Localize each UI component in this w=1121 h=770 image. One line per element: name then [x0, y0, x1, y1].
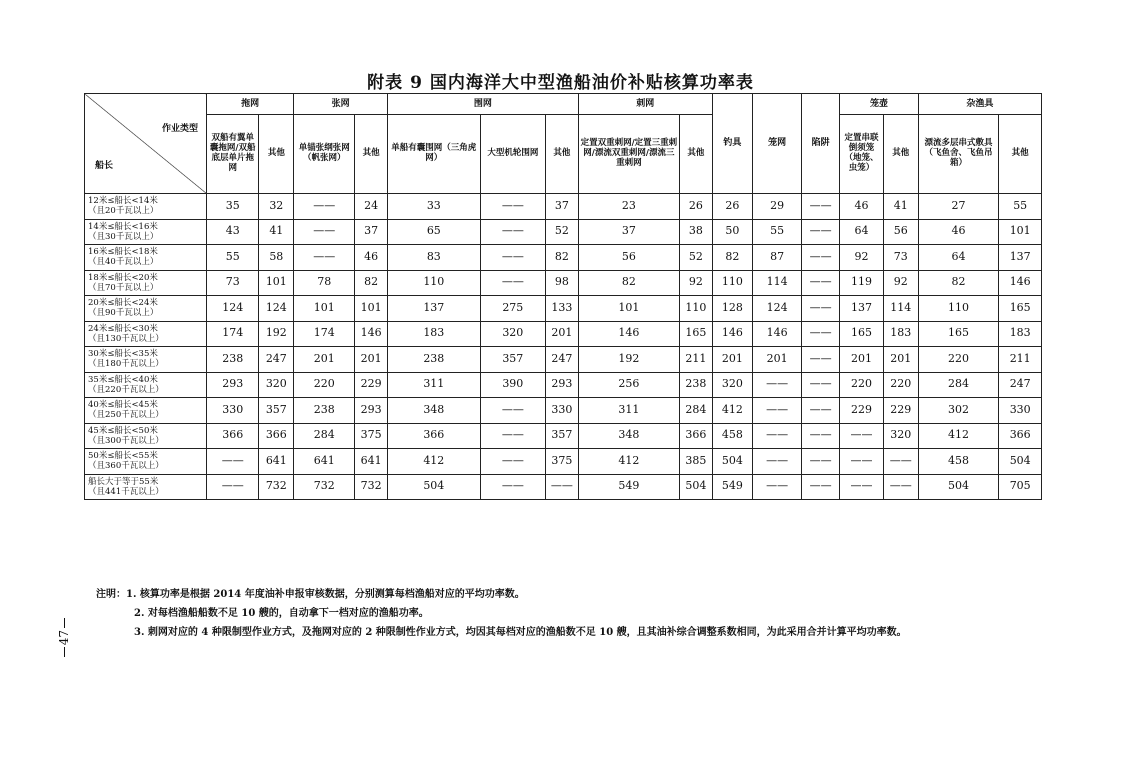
table-cell: 293	[546, 372, 579, 398]
row-label-length: 船长大于等于55米	[88, 476, 159, 487]
sub-header-zhang-a: 单锚张纲张网（帆张网）	[294, 115, 355, 194]
row-label-power: （且441千瓦以上）	[88, 486, 164, 497]
table-cell: 82	[712, 245, 752, 271]
row-label-length: 12米≤船长<14米	[88, 196, 158, 207]
table-cell: ——	[802, 321, 840, 347]
sub-header-ci-b: 其他	[680, 115, 713, 194]
table-cell: 302	[918, 398, 999, 424]
table-cell: ——	[883, 474, 918, 500]
table-cell: 46	[840, 194, 884, 220]
row-label-power: （且70千瓦以上）	[88, 282, 159, 293]
table-cell: ——	[753, 423, 802, 449]
table-cell: 390	[480, 372, 545, 398]
table-cell: 366	[680, 423, 713, 449]
table-cell: 114	[753, 270, 802, 296]
table-cell: 311	[388, 372, 481, 398]
table-cell: 229	[840, 398, 884, 424]
table-cell: 26	[680, 194, 713, 220]
group-header-zhangwang: 张网	[294, 94, 388, 115]
table-cell: 73	[207, 270, 259, 296]
table-cell: ——	[753, 449, 802, 475]
table-cell: 165	[680, 321, 713, 347]
table-cell: ——	[802, 474, 840, 500]
sub-header-tuo-b: 其他	[259, 115, 294, 194]
row-label-length: 50米≤船长<55米	[88, 451, 158, 462]
table-cell: 82	[578, 270, 679, 296]
table-cell: 165	[999, 296, 1042, 322]
table-cell: 412	[918, 423, 999, 449]
table-cell: 732	[355, 474, 388, 500]
table-cell: 29	[753, 194, 802, 220]
table-cell: 320	[712, 372, 752, 398]
page-number	[52, 618, 76, 666]
table-cell: 220	[294, 372, 355, 398]
row-label-power: （且220千瓦以上）	[88, 384, 164, 395]
header-group-row	[85, 94, 1042, 115]
table-cell: 641	[259, 449, 294, 475]
table-cell: 55	[753, 219, 802, 245]
table-cell: 101	[259, 270, 294, 296]
note-3: 3. 刺网对应的 4 种限制型作业方式，及拖网对应的 2 种限制性作业方式，均因其每档对应的渔船数不足 10 艘，且其油补综合调整系数相同，为此采用合并计算平均功率数。	[134, 627, 907, 638]
table-row	[85, 296, 1042, 322]
table-cell: 549	[578, 474, 679, 500]
table-cell: 23	[578, 194, 679, 220]
table-cell: 732	[259, 474, 294, 500]
table-row	[85, 270, 1042, 296]
table-cell: ——	[207, 449, 259, 475]
table-cell: 110	[918, 296, 999, 322]
group-header-zayuju: 杂渔具	[918, 94, 1041, 115]
table-cell: 504	[680, 474, 713, 500]
table-cell: ——	[840, 474, 884, 500]
table-cell: 211	[999, 347, 1042, 373]
table-cell: 320	[883, 423, 918, 449]
sub-header-zhang-b: 其他	[355, 115, 388, 194]
table-cell: 165	[840, 321, 884, 347]
table-cell: 92	[840, 245, 884, 271]
sub-header-za-b: 其他	[999, 115, 1042, 194]
table-row	[85, 347, 1042, 373]
table-cell: 55	[999, 194, 1042, 220]
sub-header-wei-a: 单船有囊围网（三角虎网）	[388, 115, 481, 194]
table-cell: ——	[480, 245, 545, 271]
table-cell: 33	[388, 194, 481, 220]
table-cell: ——	[802, 296, 840, 322]
note-2: 2. 对每档渔船船数不足 10 艘的，自动拿下一档对应的渔船功率。	[134, 608, 429, 619]
table-cell: 128	[712, 296, 752, 322]
table-cell: 284	[294, 423, 355, 449]
table-cell: ——	[802, 398, 840, 424]
row-label-length: 20米≤船长<24米	[88, 298, 158, 309]
table-cell: 82	[546, 245, 579, 271]
table-cell: 58	[259, 245, 294, 271]
table-cell: 256	[578, 372, 679, 398]
row-label	[85, 347, 207, 373]
table-cell: ——	[802, 347, 840, 373]
row-label	[85, 321, 207, 347]
table-cell: 357	[259, 398, 294, 424]
table-row	[85, 398, 1042, 424]
table-cell: 37	[546, 194, 579, 220]
table-cell: 183	[388, 321, 481, 347]
row-label	[85, 372, 207, 398]
group-header-longwang: 笼网	[753, 94, 802, 194]
table-cell: 146	[712, 321, 752, 347]
table-cell: 220	[883, 372, 918, 398]
table-cell: 641	[294, 449, 355, 475]
corner-top-label: 作业类型	[162, 124, 199, 134]
table-cell: 284	[680, 398, 713, 424]
table-cell: ——	[480, 194, 545, 220]
table-cell: 43	[207, 219, 259, 245]
table-cell: 330	[999, 398, 1042, 424]
table-cell: ——	[840, 449, 884, 475]
table-cell: 114	[883, 296, 918, 322]
table-cell: 458	[918, 449, 999, 475]
table-cell: 238	[680, 372, 713, 398]
table-cell: 73	[883, 245, 918, 271]
table-cell: 330	[207, 398, 259, 424]
table-cell: 320	[480, 321, 545, 347]
table-cell: 247	[999, 372, 1042, 398]
table-cell: 46	[355, 245, 388, 271]
table-cell: 366	[259, 423, 294, 449]
table-cell: 348	[388, 398, 481, 424]
table-cell: ——	[802, 449, 840, 475]
row-label-power: （且20千瓦以上）	[88, 206, 159, 217]
table-cell: 412	[578, 449, 679, 475]
table-cell: 146	[578, 321, 679, 347]
group-header-xianjing: 陷阱	[802, 94, 840, 194]
page-number-text: 47	[57, 630, 71, 646]
row-label-length: 18米≤船长<20米	[88, 272, 158, 283]
table-cell: 412	[388, 449, 481, 475]
row-label	[85, 398, 207, 424]
table-cell: 238	[207, 347, 259, 373]
table-cell: 82	[918, 270, 999, 296]
table-cell: 275	[480, 296, 545, 322]
table-cell: 82	[355, 270, 388, 296]
table-cell: 37	[578, 219, 679, 245]
table-cell: 124	[753, 296, 802, 322]
sub-header-long-a: 定置串联倒须笼（地笼、虫笼）	[840, 115, 884, 194]
table-cell: 56	[578, 245, 679, 271]
table-cell: 92	[883, 270, 918, 296]
table-cell: ——	[883, 449, 918, 475]
table-row	[85, 219, 1042, 245]
row-label	[85, 296, 207, 322]
row-label	[85, 219, 207, 245]
table-cell: 119	[840, 270, 884, 296]
table-cell: 412	[712, 398, 752, 424]
table-cell: 238	[294, 398, 355, 424]
table-cell: ——	[480, 474, 545, 500]
table-cell: ——	[294, 219, 355, 245]
table-cell: ——	[753, 372, 802, 398]
group-header-longhu: 笼壶	[840, 94, 918, 115]
table-cell: ——	[753, 398, 802, 424]
table-cell: 37	[355, 219, 388, 245]
table-cell: 41	[259, 219, 294, 245]
table-cell: 83	[388, 245, 481, 271]
group-header-tuowang: 拖网	[207, 94, 294, 115]
table-cell: 366	[999, 423, 1042, 449]
table-row	[85, 372, 1042, 398]
table-cell: 220	[918, 347, 999, 373]
table-cell: 458	[712, 423, 752, 449]
table-cell: 98	[546, 270, 579, 296]
table-cell: 504	[388, 474, 481, 500]
table-cell: ——	[480, 270, 545, 296]
table-cell: 192	[259, 321, 294, 347]
table-cell: 35	[207, 194, 259, 220]
table-cell: 56	[883, 219, 918, 245]
table-cell: 52	[680, 245, 713, 271]
table-cell: ——	[480, 398, 545, 424]
table-cell: 183	[883, 321, 918, 347]
table-row	[85, 449, 1042, 475]
table-cell: ——	[802, 423, 840, 449]
table-cell: 366	[388, 423, 481, 449]
table-cell: 174	[207, 321, 259, 347]
table-cell: 238	[388, 347, 481, 373]
table-cell: 101	[294, 296, 355, 322]
row-label-length: 16米≤船长<18米	[88, 247, 158, 258]
table-cell: 55	[207, 245, 259, 271]
row-label-power: （且300千瓦以上）	[88, 435, 164, 446]
table-cell: 504	[999, 449, 1042, 475]
power-table	[84, 93, 1042, 500]
table-cell: ——	[840, 423, 884, 449]
table-cell: 201	[883, 347, 918, 373]
table-cell: ——	[480, 449, 545, 475]
sub-header-ci-a: 定置双重刺网/定置三重刺网/漂流双重刺网/漂流三重刺网	[578, 115, 679, 194]
page-number-bar-top	[64, 618, 65, 628]
table-cell: ——	[294, 245, 355, 271]
table-cell: 320	[259, 372, 294, 398]
table-cell: 50	[712, 219, 752, 245]
table-cell: 137	[999, 245, 1042, 271]
row-label	[85, 270, 207, 296]
corner-header	[85, 94, 207, 194]
row-label-power: （且30千瓦以上）	[88, 231, 159, 242]
group-header-weiwang: 围网	[388, 94, 579, 115]
table-cell: 330	[546, 398, 579, 424]
table-cell: 46	[918, 219, 999, 245]
table-cell: 229	[883, 398, 918, 424]
table-cell: 27	[918, 194, 999, 220]
table-cell: 705	[999, 474, 1042, 500]
table-cell: 183	[999, 321, 1042, 347]
table-cell: 64	[918, 245, 999, 271]
table-cell: 220	[840, 372, 884, 398]
table-cell: ——	[753, 474, 802, 500]
table-cell: 375	[546, 449, 579, 475]
sub-header-tuo-a: 双船有翼单囊拖网/双船底层单片拖网	[207, 115, 259, 194]
table-row	[85, 194, 1042, 220]
table-cell: 32	[259, 194, 294, 220]
row-label-power: （且90千瓦以上）	[88, 308, 159, 319]
table-cell: 26	[712, 194, 752, 220]
row-label-power: （且40千瓦以上）	[88, 257, 159, 268]
table-cell: 247	[259, 347, 294, 373]
table-cell: 385	[680, 449, 713, 475]
table-cell: 101	[578, 296, 679, 322]
table-cell: 87	[753, 245, 802, 271]
table-cell: 146	[753, 321, 802, 347]
group-header-diaoju: 钓具	[712, 94, 752, 194]
row-label-power: （且250千瓦以上）	[88, 410, 164, 421]
table-cell: ——	[294, 194, 355, 220]
table-cell: 78	[294, 270, 355, 296]
table-cell: 201	[294, 347, 355, 373]
row-label-length: 40米≤船长<45米	[88, 400, 158, 411]
table-cell: 174	[294, 321, 355, 347]
table-cell: 101	[999, 219, 1042, 245]
row-label-length: 45米≤船长<50米	[88, 425, 158, 436]
table-cell: 92	[680, 270, 713, 296]
table-cell: 124	[259, 296, 294, 322]
table-cell: 348	[578, 423, 679, 449]
table-cell: ——	[802, 372, 840, 398]
table-cell: 247	[546, 347, 579, 373]
row-label	[85, 245, 207, 271]
table-cell: 201	[546, 321, 579, 347]
table-cell: 137	[840, 296, 884, 322]
table-cell: 211	[680, 347, 713, 373]
table-cell: 357	[546, 423, 579, 449]
row-label-length: 35米≤船长<40米	[88, 374, 158, 385]
row-label-length: 14米≤船长<16米	[88, 221, 158, 232]
table-row	[85, 474, 1042, 500]
table-cell: 110	[712, 270, 752, 296]
table-cell: 284	[918, 372, 999, 398]
row-label	[85, 449, 207, 475]
table-cell: 201	[712, 347, 752, 373]
table-cell: 375	[355, 423, 388, 449]
table-cell: ——	[546, 474, 579, 500]
table-cell: ——	[802, 194, 840, 220]
table-cell: 229	[355, 372, 388, 398]
table-body	[85, 194, 1042, 500]
table-cell: ——	[480, 423, 545, 449]
table-cell: 732	[294, 474, 355, 500]
row-label	[85, 474, 207, 500]
table-cell: 24	[355, 194, 388, 220]
table-cell: 64	[840, 219, 884, 245]
table-cell: 504	[712, 449, 752, 475]
page-number-bar-bottom	[64, 647, 65, 657]
page-title: 附表 9 国内海洋大中型渔船油价补贴核算功率表	[367, 73, 754, 93]
table-cell: 52	[546, 219, 579, 245]
sub-header-wei-c: 其他	[546, 115, 579, 194]
table-cell: 201	[355, 347, 388, 373]
table-cell: ——	[802, 270, 840, 296]
row-label-power: （且130千瓦以上）	[88, 333, 164, 344]
table-cell: 124	[207, 296, 259, 322]
table-cell: 137	[388, 296, 481, 322]
header-sub-row	[85, 115, 1042, 194]
table-cell: 311	[578, 398, 679, 424]
table-cell: ——	[802, 219, 840, 245]
table-cell: 41	[883, 194, 918, 220]
table-cell: 110	[680, 296, 713, 322]
table-cell: 165	[918, 321, 999, 347]
sub-header-za-a: 漂流多层串式敷具（飞鱼舍、飞鱼吊箱）	[918, 115, 999, 194]
row-label-power: （且180千瓦以上）	[88, 359, 164, 370]
row-label	[85, 194, 207, 220]
table-cell: 101	[355, 296, 388, 322]
table-cell: 38	[680, 219, 713, 245]
table-cell: 549	[712, 474, 752, 500]
sub-header-wei-b: 大型机轮围网	[480, 115, 545, 194]
table-cell: 641	[355, 449, 388, 475]
table-cell: 357	[480, 347, 545, 373]
table-cell: 201	[753, 347, 802, 373]
corner-bottom-label: 船长	[95, 160, 114, 171]
table-row	[85, 321, 1042, 347]
table-cell: 504	[918, 474, 999, 500]
table-cell: 146	[355, 321, 388, 347]
row-label-length: 30米≤船长<35米	[88, 349, 158, 360]
table-cell: ——	[480, 219, 545, 245]
table-cell: 293	[355, 398, 388, 424]
table-row	[85, 423, 1042, 449]
row-label	[85, 423, 207, 449]
row-label-power: （且360千瓦以上）	[88, 461, 164, 472]
table-cell: 366	[207, 423, 259, 449]
table-cell: ——	[207, 474, 259, 500]
note-1: 注明：1. 核算功率是根据 2014 年度油补申报审核数据，分别测算每档渔船对应的平均功率数。	[96, 589, 525, 600]
table-cell: 146	[999, 270, 1042, 296]
group-header-ciwang: 刺网	[578, 94, 712, 115]
table-cell: 110	[388, 270, 481, 296]
table-cell: 201	[840, 347, 884, 373]
table-cell: ——	[802, 245, 840, 271]
table-cell: 293	[207, 372, 259, 398]
sub-header-long-b: 其他	[883, 115, 918, 194]
table-cell: 65	[388, 219, 481, 245]
row-label-length: 24米≤船长<30米	[88, 323, 158, 334]
notes-block	[96, 585, 1036, 642]
table-row	[85, 245, 1042, 271]
table-cell: 192	[578, 347, 679, 373]
table-cell: 133	[546, 296, 579, 322]
